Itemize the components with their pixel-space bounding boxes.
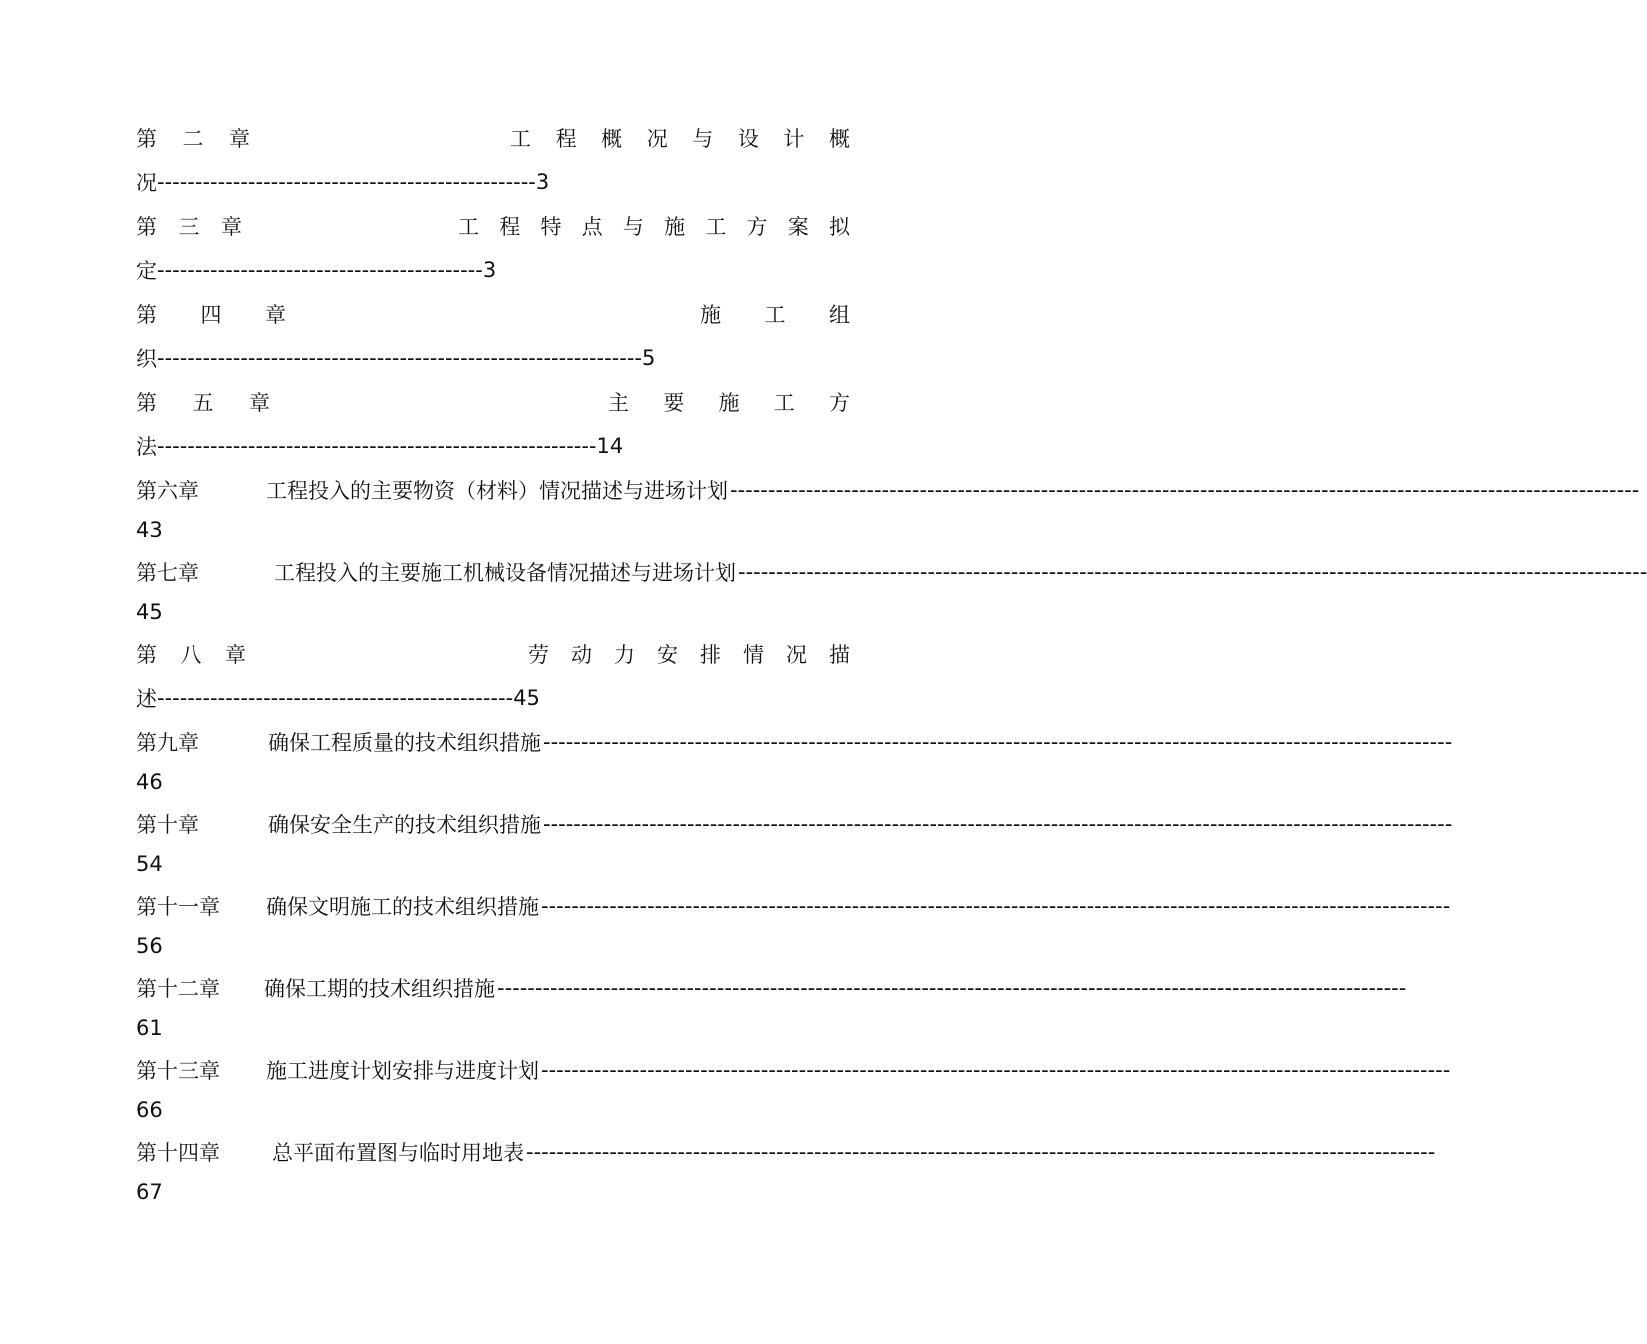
toc-title-continuation: 述 <box>136 687 157 711</box>
toc-entry-line2 <box>136 426 623 466</box>
toc-page <box>136 118 1647 1214</box>
toc-title-continuation: 况 <box>136 171 157 195</box>
toc-title <box>700 299 850 329</box>
toc-page-number: 45 <box>513 686 540 710</box>
toc-char: 案 <box>787 215 809 239</box>
toc-entry-line1 <box>136 552 1647 592</box>
toc-title <box>458 211 850 241</box>
toc-entry-line2 <box>136 678 540 718</box>
toc-entry-line1 <box>136 886 1451 926</box>
toc-title: 工程投入的主要物资（材料）情况描述与进场计划 <box>266 479 728 503</box>
toc-char: 况 <box>786 643 807 667</box>
toc-entry-line1 <box>136 294 850 334</box>
toc-chapter-label <box>136 123 250 153</box>
toc-entry-line2 <box>136 1090 163 1130</box>
toc-entry <box>136 1132 1436 1214</box>
toc-page-number: 66 <box>136 1098 163 1122</box>
toc-char: 第 <box>136 391 157 415</box>
toc-char: 概 <box>828 127 850 151</box>
toc-page-number: 46 <box>136 770 163 794</box>
toc-entry <box>136 1050 1451 1132</box>
toc-entry-line2 <box>136 250 496 290</box>
toc-chapter-label: 第十四章 <box>136 1141 220 1165</box>
toc-title: 确保文明施工的技术组织措施 <box>266 895 539 919</box>
toc-chapter-label: 第十二章 <box>136 977 220 1001</box>
toc-page-number: 61 <box>136 1016 163 1040</box>
toc-char: 安 <box>657 643 678 667</box>
toc-entry-line1 <box>136 722 1453 762</box>
toc-entry-line2 <box>136 162 549 202</box>
toc-title: 确保工程质量的技术组织措施 <box>268 731 541 755</box>
toc-page-number: 5 <box>641 346 656 370</box>
toc-chapter-label: 第十一章 <box>136 895 220 919</box>
toc-chapter-label <box>136 299 286 329</box>
toc-page-number: 14 <box>596 434 624 458</box>
toc-leader: ------------------------------------------------------------------------------------------------------------------------ <box>526 1140 1436 1164</box>
toc-char: 排 <box>700 643 721 667</box>
toc-entry-line2 <box>136 338 655 378</box>
toc-char: 工 <box>705 215 727 239</box>
toc-char: 拟 <box>828 215 850 239</box>
toc-leader: ------------------------------------------------------------------------------------------------------------------------ <box>497 976 1407 1000</box>
toc-entry <box>136 968 1407 1050</box>
toc-char: 方 <box>829 391 850 415</box>
toc-char: 章 <box>225 643 246 667</box>
toc-chapter-label <box>136 387 270 417</box>
toc-char: 描 <box>829 643 850 667</box>
toc-char: 设 <box>737 127 759 151</box>
toc-title: 总平面布置图与临时用地表 <box>272 1141 524 1165</box>
toc-leader: ------------------------------------------------------------------------------------------------------------------------ <box>738 560 1647 584</box>
toc-char: 方 <box>746 215 768 239</box>
toc-chapter-label: 第九章 <box>136 731 199 755</box>
toc-char: 第 <box>136 303 157 327</box>
toc-char: 程 <box>499 215 521 239</box>
toc-char: 施 <box>664 215 686 239</box>
toc-char: 概 <box>601 127 623 151</box>
toc-char: 第 <box>136 127 157 151</box>
toc-title: 确保安全生产的技术组织措施 <box>268 813 541 837</box>
toc-char: 工 <box>764 303 786 327</box>
toc-entry-line2 <box>136 762 163 802</box>
toc-char: 章 <box>265 303 286 327</box>
toc-chapter-label <box>136 211 242 241</box>
toc-entry-line1 <box>136 1132 1436 1172</box>
toc-entry <box>136 552 1647 634</box>
toc-char: 工 <box>510 127 531 151</box>
toc-char: 施 <box>700 303 721 327</box>
toc-title: 确保工期的技术组织措施 <box>264 977 495 1001</box>
toc-entry <box>136 722 1453 804</box>
toc-chapter-label <box>136 639 246 669</box>
toc-leader: ------------------------------------------------------------------------------------------------------------------------ <box>541 1058 1451 1082</box>
toc-leader: ----------------------------------------------- <box>157 686 514 710</box>
toc-char: 点 <box>581 215 603 239</box>
toc-entry-line1 <box>136 206 850 246</box>
toc-entry-line2 <box>136 1172 163 1212</box>
toc-title: 施工进度计划安排与进度计划 <box>266 1059 539 1083</box>
toc-entry-line1 <box>136 470 1640 510</box>
toc-leader: ------------------------------------------------------------------------------------------------------------------------ <box>543 812 1453 836</box>
toc-leader: ------------------------------------------------------------------------------------------------------------------------ <box>730 478 1640 502</box>
toc-leader: ------------------------------------------- <box>157 258 483 282</box>
toc-title-continuation: 法 <box>136 435 157 459</box>
toc-char: 施 <box>718 391 740 415</box>
toc-char: 动 <box>571 643 592 667</box>
toc-page-number: 43 <box>136 518 163 542</box>
toc-leader: ---------------------------------------------------------------- <box>157 346 642 370</box>
toc-leader: -------------------------------------------------- <box>157 170 536 194</box>
toc-entry <box>136 804 1453 886</box>
toc-char: 与 <box>622 215 644 239</box>
toc-char: 组 <box>829 303 850 327</box>
toc-char: 第 <box>136 215 157 239</box>
toc-page-number: 45 <box>136 600 163 624</box>
toc-entry-line2 <box>136 844 163 884</box>
toc-entry-line1 <box>136 382 850 422</box>
toc-char: 况 <box>646 127 668 151</box>
toc-char: 章 <box>249 391 270 415</box>
toc-title <box>528 639 850 669</box>
toc-title-continuation: 织 <box>136 347 157 371</box>
toc-page-number: 54 <box>136 852 163 876</box>
toc-chapter-label: 第七章 <box>136 561 199 585</box>
toc-entry-line1 <box>136 968 1407 1008</box>
toc-char: 八 <box>180 643 202 667</box>
toc-char: 工 <box>458 215 479 239</box>
toc-char: 情 <box>743 643 764 667</box>
toc-char: 计 <box>783 127 805 151</box>
toc-entry-line2 <box>136 926 163 966</box>
toc-spread-group <box>136 118 850 470</box>
toc-char: 章 <box>221 215 242 239</box>
toc-entry-line2 <box>136 592 163 632</box>
toc-char: 三 <box>178 215 200 239</box>
toc-title <box>608 387 850 417</box>
toc-char: 四 <box>200 303 222 327</box>
toc-char: 力 <box>614 643 635 667</box>
toc-entry <box>136 294 850 382</box>
toc-entry <box>136 206 850 294</box>
toc-entry-line1 <box>136 634 850 674</box>
toc-leader: ------------------------------------------------------------------------------------------------------------------------ <box>543 730 1453 754</box>
toc-page-number: 67 <box>136 1180 163 1204</box>
toc-entry <box>136 634 850 722</box>
toc-chapter-label: 第十章 <box>136 813 199 837</box>
toc-char: 工 <box>773 391 795 415</box>
toc-spread-group-8 <box>136 634 850 722</box>
toc-entry <box>136 118 850 206</box>
toc-char: 劳 <box>528 643 549 667</box>
toc-title-continuation: 定 <box>136 259 157 283</box>
toc-page-number: 56 <box>136 934 163 958</box>
toc-chapter-label: 第十三章 <box>136 1059 220 1083</box>
toc-entry-line1 <box>136 118 850 158</box>
toc-entry-line1 <box>136 1050 1451 1090</box>
toc-char: 特 <box>540 215 562 239</box>
toc-char: 第 <box>136 643 157 667</box>
toc-entry <box>136 470 1640 552</box>
toc-entry-line2 <box>136 1008 163 1048</box>
toc-char: 章 <box>229 127 250 151</box>
toc-char: 要 <box>663 391 685 415</box>
toc-char: 二 <box>182 127 204 151</box>
toc-compact-group-b <box>136 722 1453 1214</box>
toc-compact-group-a <box>136 470 1647 634</box>
toc-char: 五 <box>192 391 214 415</box>
toc-title: 工程投入的主要施工机械设备情况描述与进场计划 <box>274 561 736 585</box>
toc-leader: ---------------------------------------------------------- <box>157 434 597 458</box>
toc-title <box>510 123 850 153</box>
toc-entry <box>136 886 1451 968</box>
toc-entry <box>136 382 850 470</box>
toc-entry-line2 <box>136 510 163 550</box>
toc-page-number: 3 <box>535 170 550 194</box>
toc-char: 主 <box>608 391 629 415</box>
toc-entry-line1 <box>136 804 1453 844</box>
toc-char: 与 <box>692 127 714 151</box>
toc-char: 程 <box>555 127 577 151</box>
toc-leader: ------------------------------------------------------------------------------------------------------------------------ <box>541 894 1451 918</box>
toc-chapter-label: 第六章 <box>136 479 199 503</box>
toc-page-number: 3 <box>482 258 497 282</box>
